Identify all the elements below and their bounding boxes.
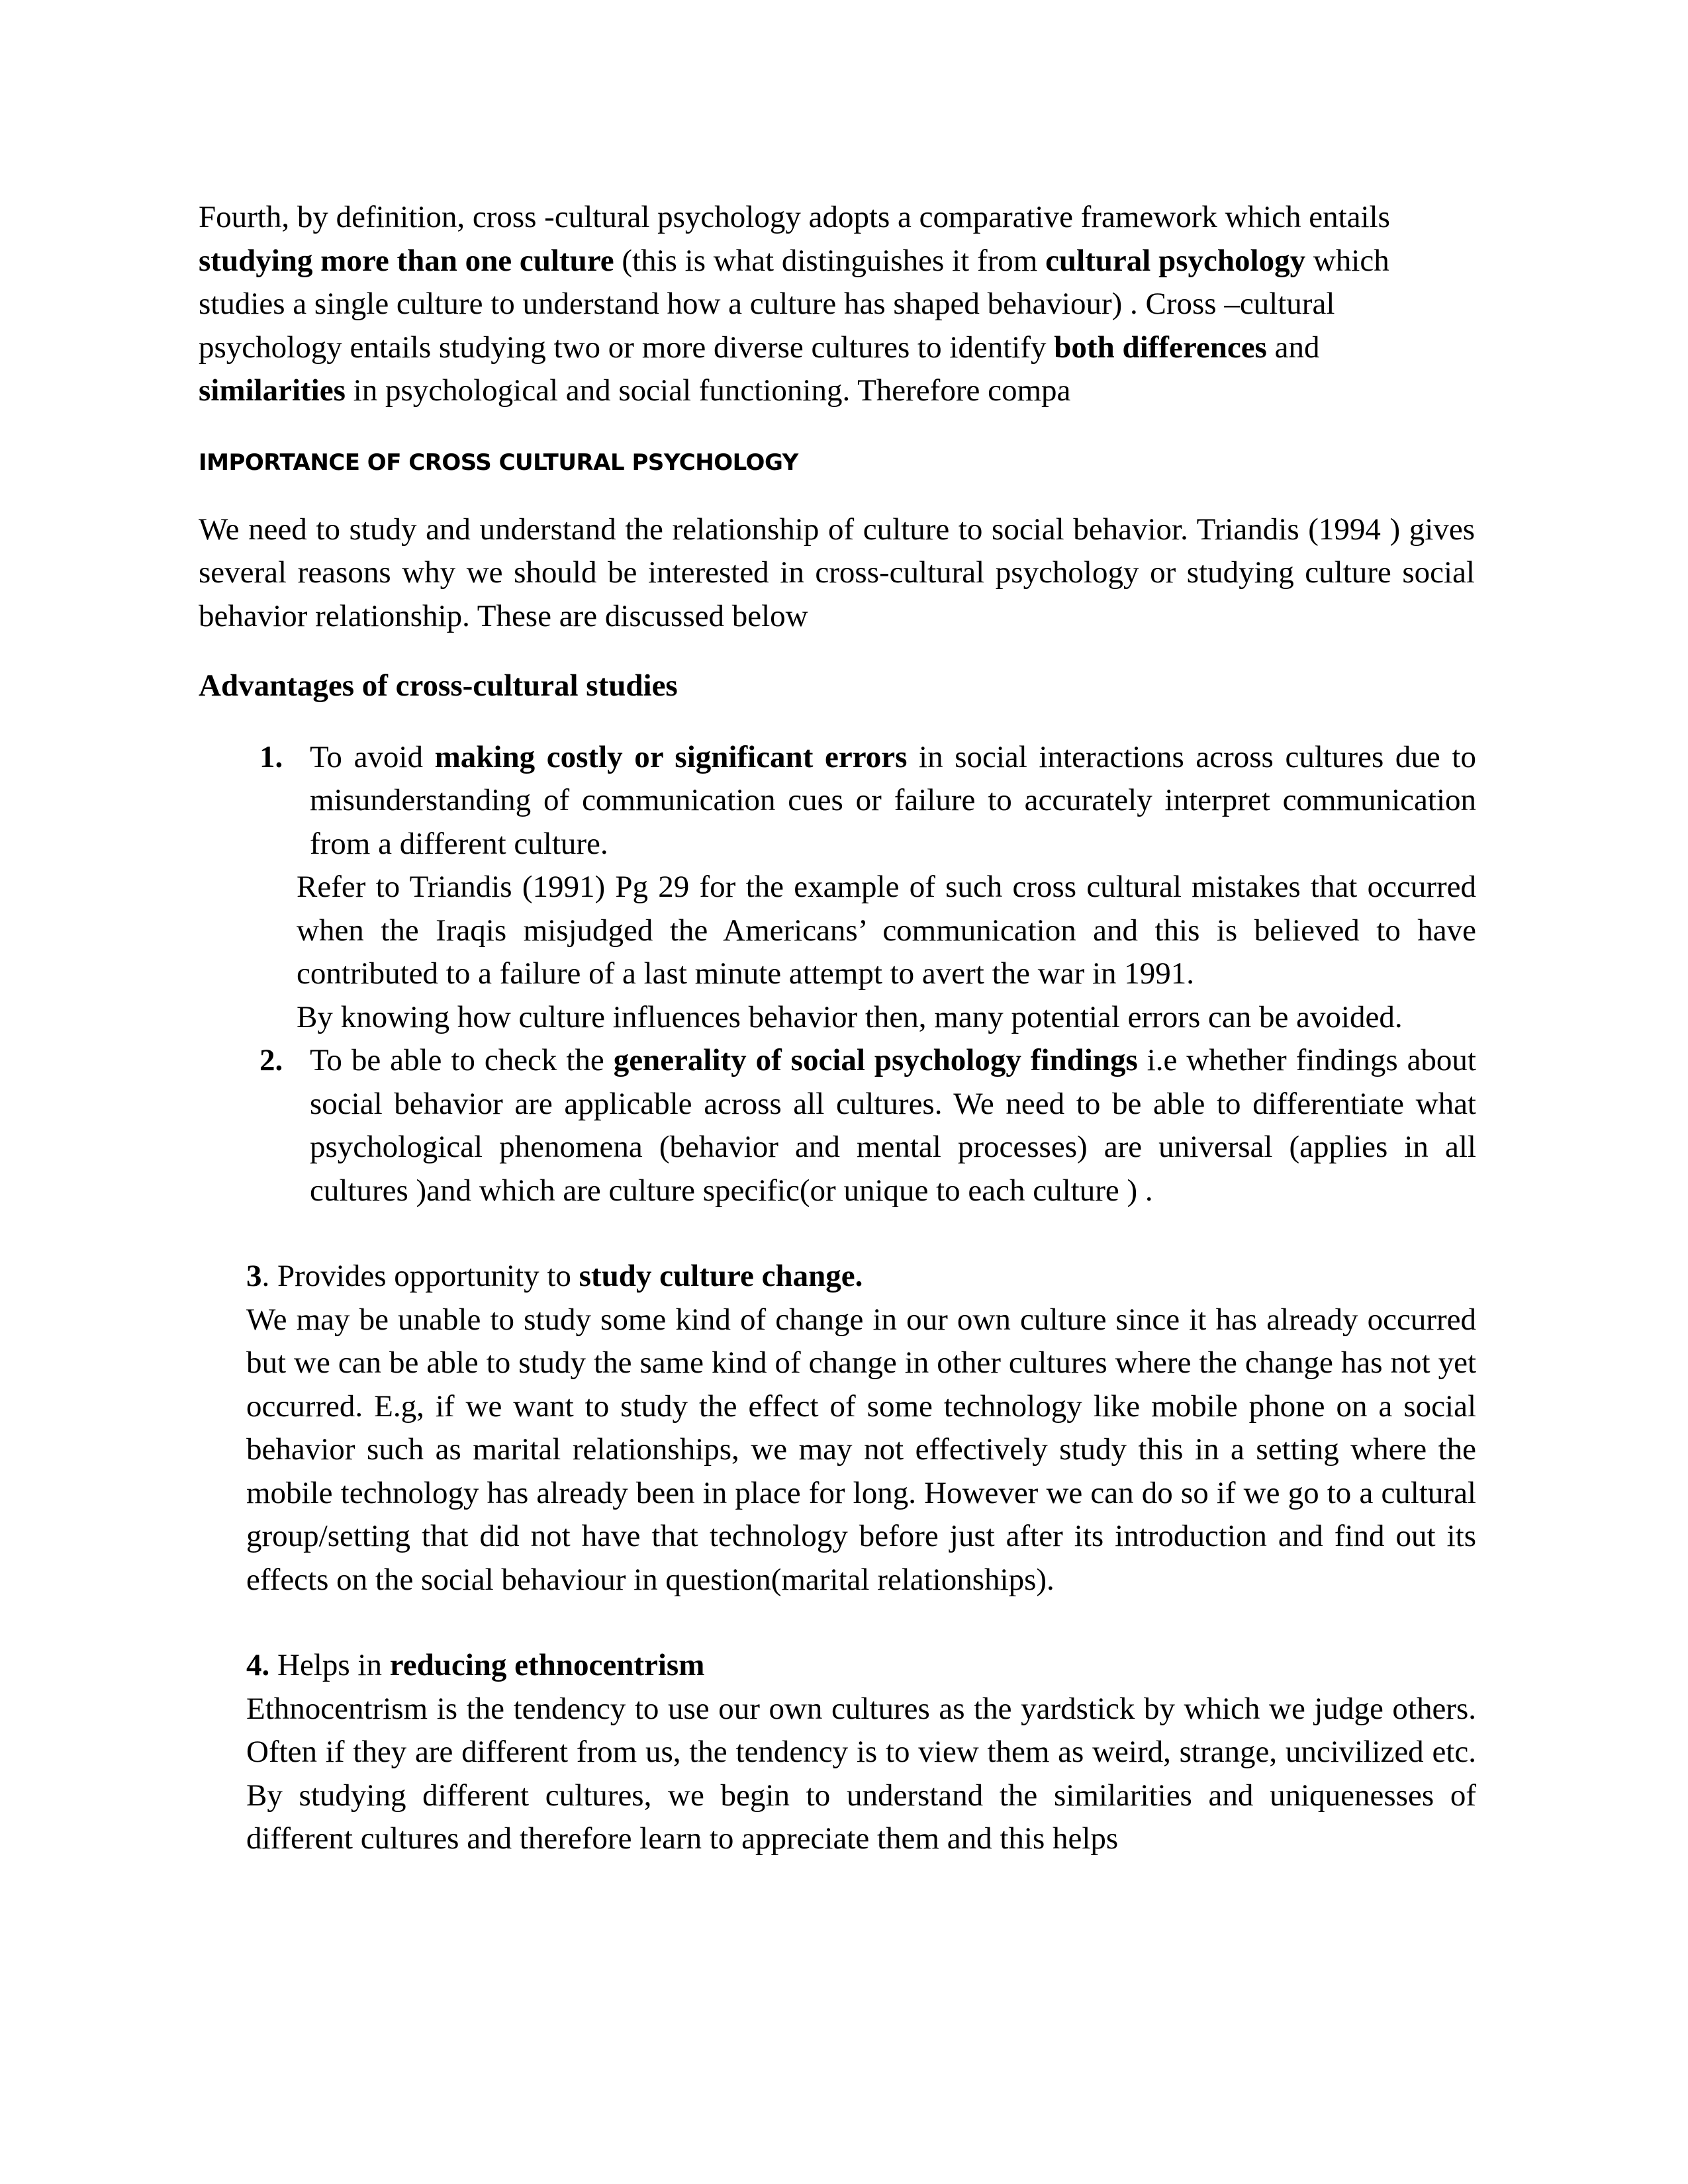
section-4-number: 4. — [246, 1648, 270, 1682]
item2-text-2: i.e whether findings about social behavior are applicable across all cultures. We need to be able to differentiate what psychological phenomena (behavior and mental processes) are universal (applies in all cultures )and which are culture specific(or unique to each culture ) . — [310, 1043, 1476, 1208]
intro-bold-2: cultural psychology — [1045, 243, 1306, 278]
intro-text-5: in psychological and social functioning. Therefore compa — [345, 373, 1071, 408]
section-3-title — [246, 1255, 1476, 1298]
section-3-title-text: . Provides opportunity to — [261, 1259, 579, 1293]
section-4-title — [246, 1644, 1476, 1688]
advantages-heading — [199, 664, 1476, 708]
item2-text-1: To be able to check the — [310, 1043, 614, 1077]
advantages-list — [199, 736, 1476, 1213]
section-4-title-bold: reducing ethnocentrism — [389, 1648, 705, 1682]
list-item-2 — [199, 1039, 1476, 1212]
intro-text-1: Fourth, by definition, cross -cultural psychology adopts a comparative framework which entails — [199, 200, 1390, 234]
item1-refer-paragraph: Refer to Triandis (1991) Pg 29 for the example of such cross cultural mistakes that occurred when the Iraqis misjudged the Americans’ communication and this is believed to have contributed to a failure of a last minute attempt to avert the war in 1991. — [297, 870, 1476, 991]
intro-bold-3: both differences — [1054, 330, 1267, 365]
item1-text-2: in social interactions across cultures due to misunderstanding of communication cues or failure to accurately interpret communication from a different culture. — [310, 739, 1476, 861]
list-item-1 — [199, 736, 1476, 866]
advantages-heading-text: Advantages of cross-cultural studies — [199, 668, 678, 703]
item1-knowing-line: By knowing how culture influences behavior then, many potential errors can be avoided. — [297, 999, 1403, 1034]
importance-heading: IMPORTANCE OF CROSS CULTURAL PSYCHOLOGY — [199, 449, 798, 476]
intro-paragraph — [199, 196, 1470, 413]
need-paragraph: We need to study and understand the relationship of culture to social behavior. Triandis (1994 ) gives several reasons why we should be interested in cross-cultural psychology or studying culture social behavior relationship. These are discussed below — [199, 512, 1475, 633]
list-number-1: 1. — [259, 739, 283, 774]
section-4 — [246, 1644, 1476, 1861]
section-3-number: 3 — [246, 1259, 262, 1293]
intro-text-4: and — [1266, 330, 1320, 365]
intro-text-3: which studies a single culture to understand how a culture has shaped behaviour) . Cross –cultural psychology entails studying two or more diverse cultures to identify — [199, 243, 1389, 365]
item1-text-1: To avoid — [310, 739, 435, 774]
item2-bold: generality of social psychology findings — [613, 1043, 1138, 1077]
section-4-title-text: Helps in — [269, 1648, 390, 1682]
item1-bold: making costly or significant errors — [434, 739, 908, 774]
intro-bold-4: similarities — [199, 373, 346, 408]
section-4-body: Ethnocentrism is the tendency to use our own cultures as the yardstick by which we judge others. Often if they are different from us, the tendency is to view them as weird, strange, uncivilized etc. By studying different cultures, we begin to understand the similarities and uniquenesses of different cultures and therefore learn to appreciate them and this helps — [246, 1691, 1476, 1856]
intro-text-2: (this is what distinguishes it from — [614, 243, 1046, 278]
section-3 — [246, 1255, 1476, 1602]
intro-bold-1: studying more than one culture — [199, 243, 614, 278]
list-number-2: 2. — [259, 1043, 283, 1077]
section-3-body: We may be unable to study some kind of change in our own culture since it has already occurred but we can be able to study the same kind of change in other cultures where the change has not yet occurred. E.g, if we want to study the effect of some technology like mobile phone on a social behavior such as marital relationships, we may not effectively study this in a setting where the mobile technology has already been in place for long. However we can do so if we go to a cultural group/setting that did not have that technology before just after its introduction and find out its effects on the social behaviour in question(marital relationships). — [246, 1302, 1476, 1597]
section-3-title-bold: study culture change. — [579, 1259, 863, 1293]
document-page — [199, 196, 1476, 1861]
